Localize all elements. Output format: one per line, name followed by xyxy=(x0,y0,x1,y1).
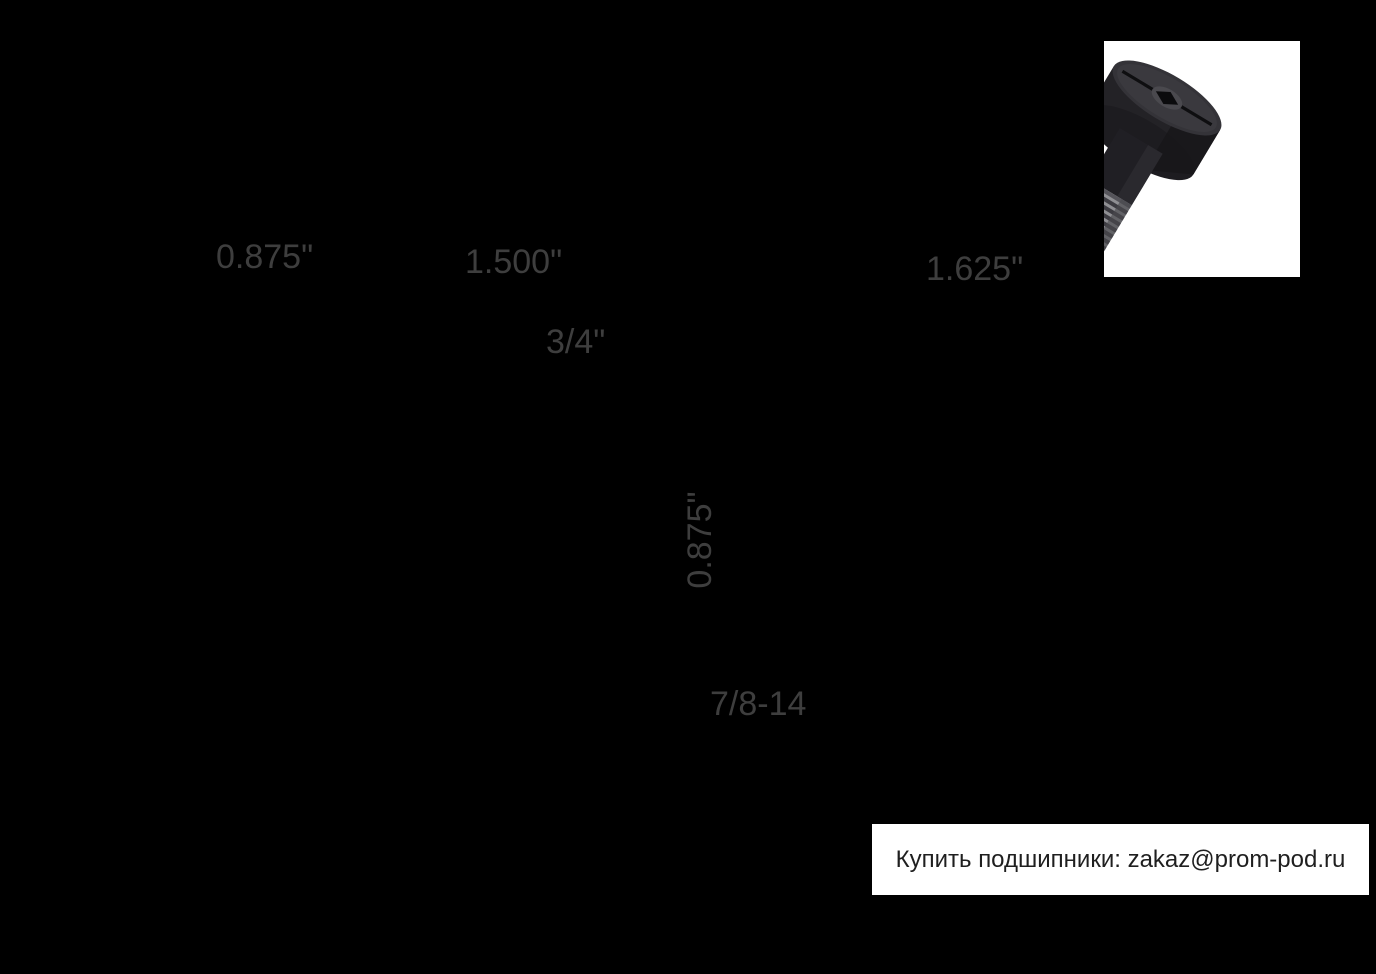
dimension-label-top-right: 1.625" xyxy=(926,250,1024,288)
contact-bar xyxy=(872,824,1369,895)
dimension-label-middle: 3/4" xyxy=(546,323,606,361)
dimension-label-vertical: 0.875" xyxy=(681,491,719,589)
cam-follower-image xyxy=(1104,41,1300,277)
dimension-label-top-left: 0.875" xyxy=(216,238,314,276)
product-photo xyxy=(1104,41,1300,277)
contact-text: Купить подшипники: zakaz@prom-pod.ru xyxy=(895,845,1346,873)
dimension-label-thread: 7/8-14 xyxy=(710,685,807,723)
dimension-label-top-center: 1.500" xyxy=(465,243,563,281)
